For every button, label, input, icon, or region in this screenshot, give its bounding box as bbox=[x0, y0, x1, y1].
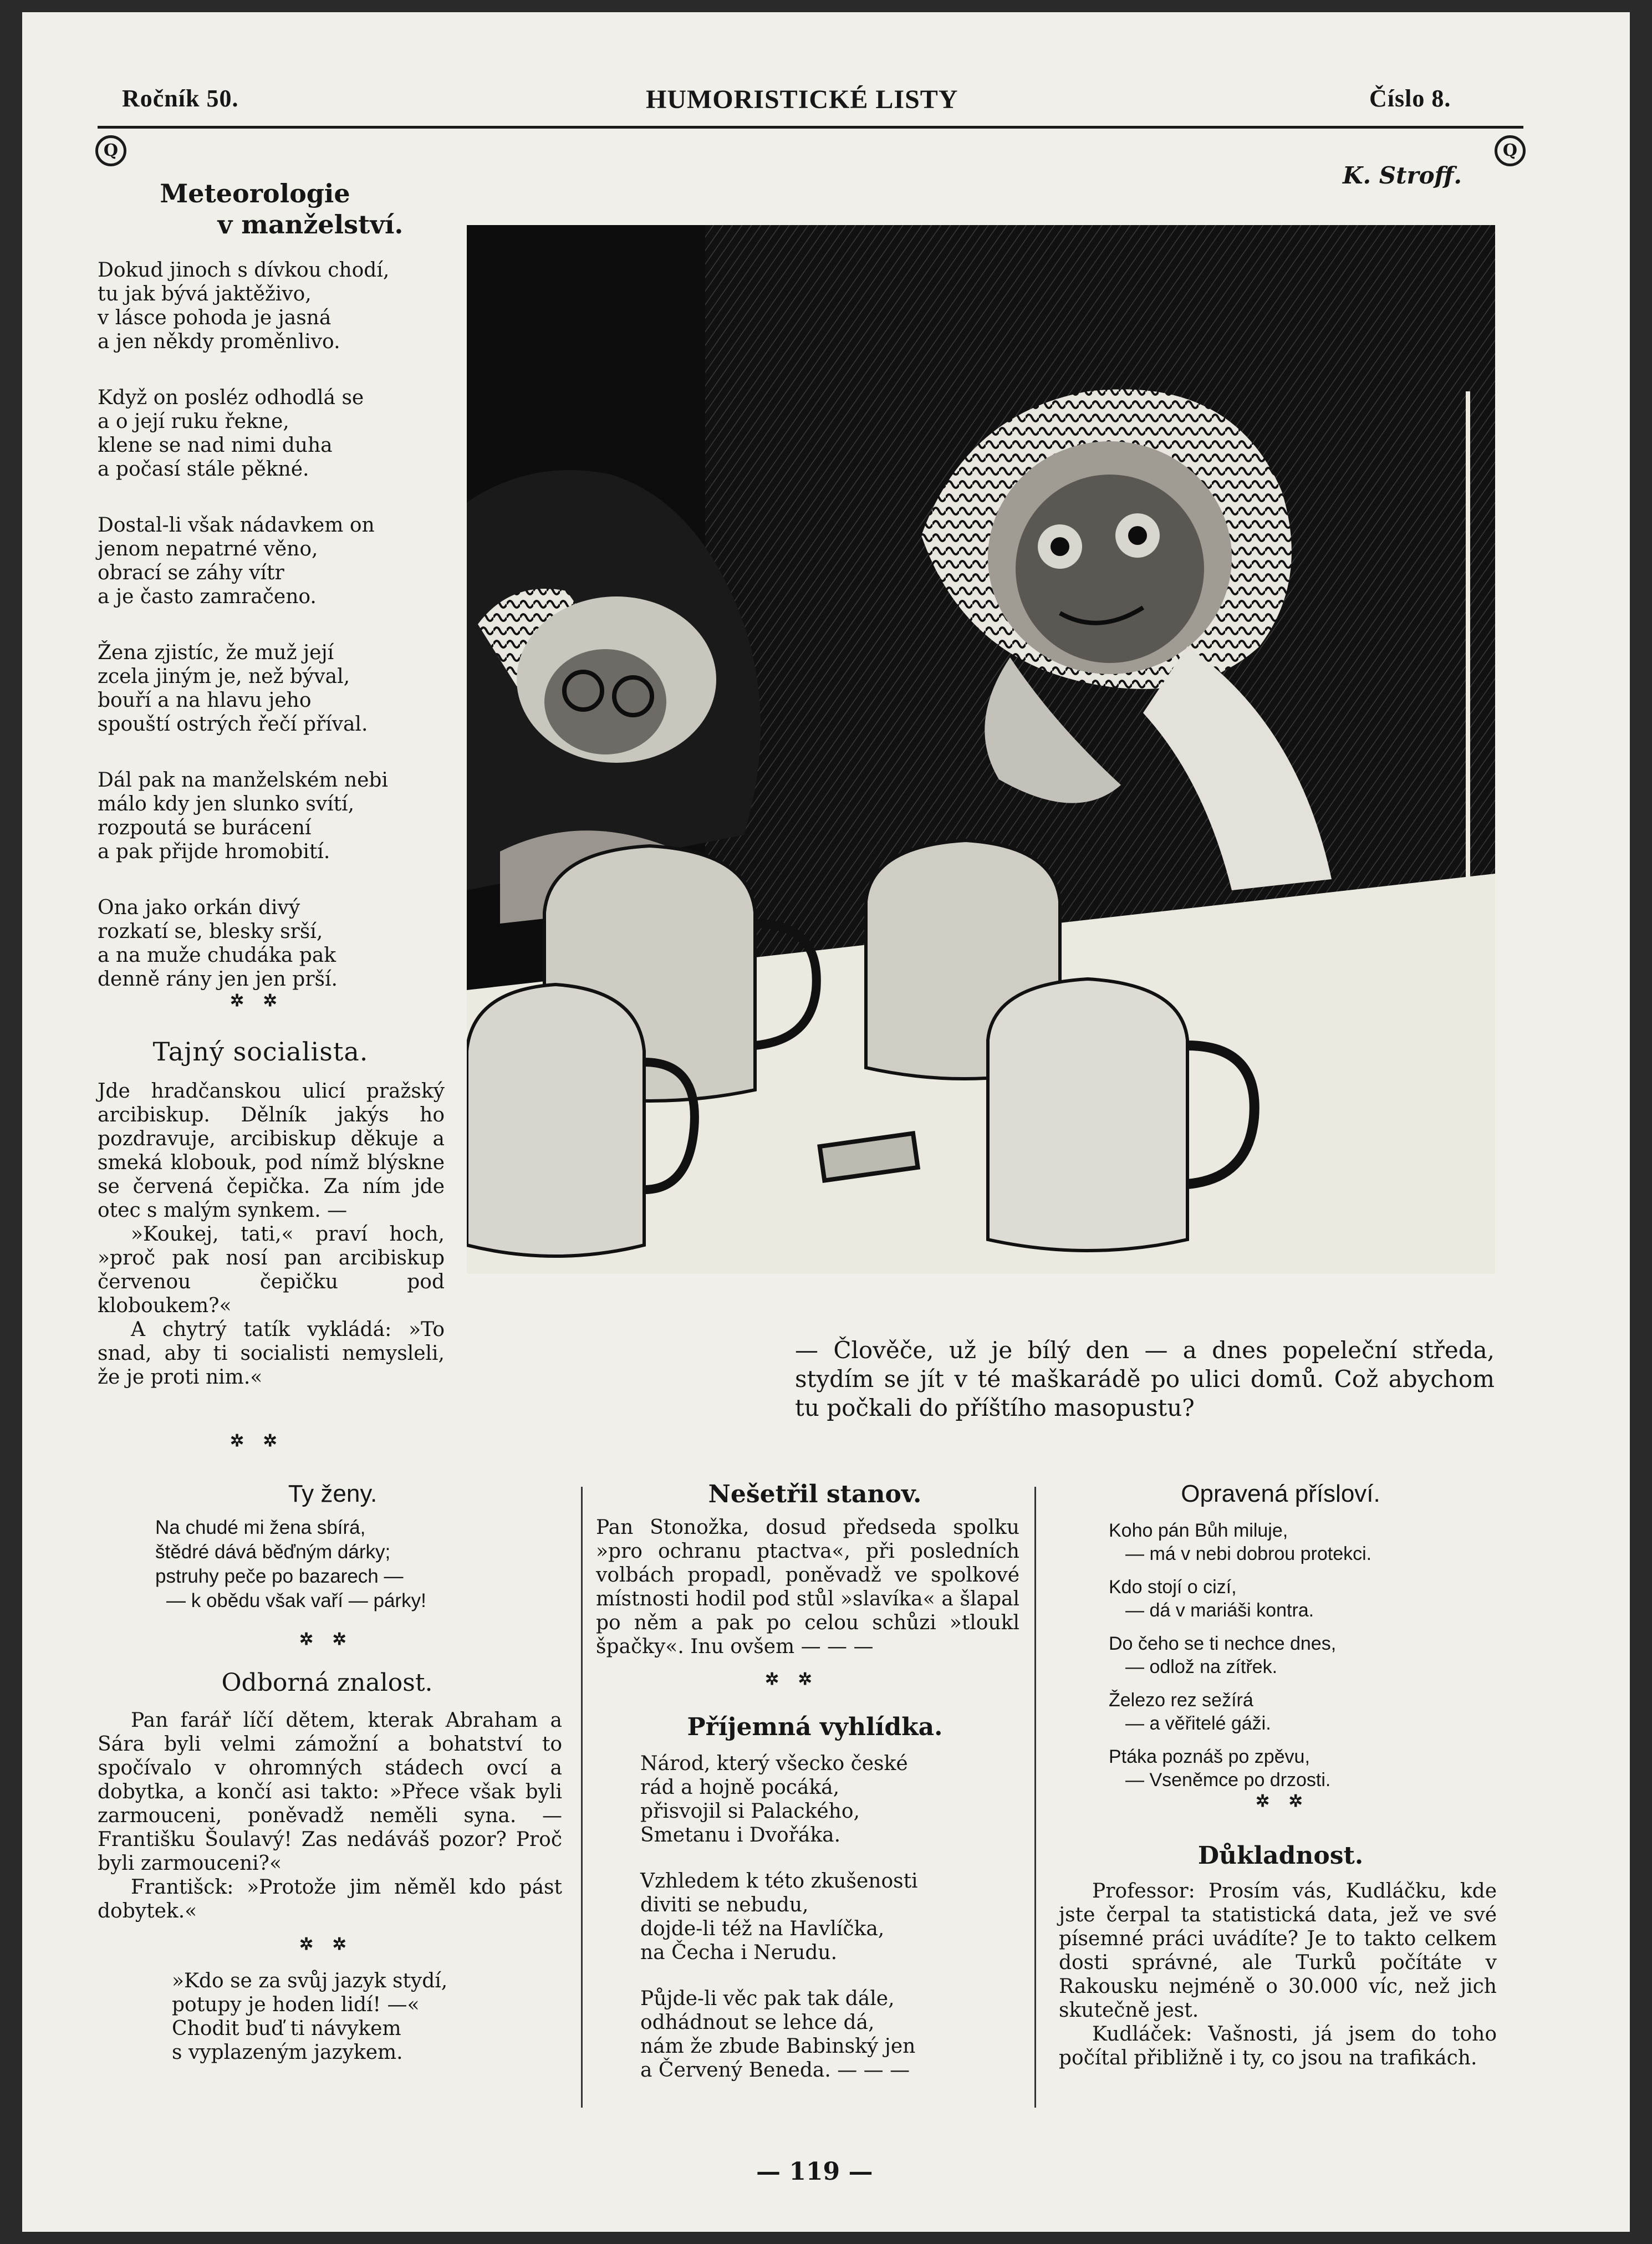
poem-zeny bbox=[133, 1516, 554, 1613]
poem-vyhlidka bbox=[640, 1752, 1028, 2104]
verse-line: dojde-li též na Havlíčka, bbox=[640, 1917, 885, 1940]
verse-line: pstruhy peče po bazarech — bbox=[155, 1565, 404, 1587]
poem-title-meteorologie: Meteorologie bbox=[160, 178, 350, 208]
verse-line: Vzhledem k této zkušenosti bbox=[640, 1870, 918, 1893]
verse-line: Smetanu i Dvořáka. bbox=[640, 1824, 841, 1847]
verse-line: bouří a na hlavu jeho bbox=[98, 689, 312, 712]
verse-line: a pak přijde hromobití. bbox=[98, 840, 330, 863]
verse-line: »Kdo se za svůj jazyk stydí, bbox=[172, 1970, 448, 1992]
proverb-line: Do čeho se ti nechce dnes, bbox=[1109, 1633, 1337, 1654]
paragraph: Jde hradčanskou ulicí pražský arcibiskup. Dělník jakýs ho pozdravuje, arcibiskup děkuje a smeká klobouk, pod nímž blýskne se červená čepička. Za ním jde otec s malým synkem. — bbox=[98, 1080, 445, 1222]
section-separator: ✲ ✲ bbox=[230, 991, 284, 1011]
stanza bbox=[98, 641, 452, 736]
verse-line: rád a hojně pocáká, bbox=[640, 1776, 840, 1799]
proverb-line: — odlož na zítřek. bbox=[1125, 1656, 1278, 1677]
verse-line: Když on posléz odhodlá se bbox=[98, 386, 364, 409]
proverb-line: — a věřitelé gáži. bbox=[1125, 1713, 1271, 1734]
proverb-line: — Vseněmce po drzosti. bbox=[1125, 1769, 1331, 1791]
verse-line: nám že zbude Babinský jen bbox=[640, 2035, 916, 2058]
article-title-znalost: Odborná znalost. bbox=[221, 1669, 433, 1697]
verse-line: rozpoutá se burácení bbox=[98, 817, 312, 839]
proverb bbox=[1109, 1519, 1508, 1565]
stanza bbox=[98, 513, 452, 609]
article-title-dukladnost: Důkladnost. bbox=[1197, 1842, 1364, 1870]
verse-line: na Čecha i Nerudu. bbox=[640, 1941, 838, 1964]
paragraph: Františck: »Protože jim něměl kdo pást dobytek.« bbox=[98, 1876, 562, 1922]
verse-line: Půjde-li věc pak tak dále, bbox=[640, 1987, 895, 2010]
newspaper-page bbox=[22, 12, 1630, 2232]
ornament-seal-left bbox=[95, 135, 126, 166]
stanza bbox=[98, 896, 452, 991]
verse-line: a je často zamračeno. bbox=[98, 585, 317, 608]
verse-line: štědré dává běďným dárky; bbox=[155, 1541, 391, 1563]
verse-line: spouští ostrých řečí příval. bbox=[98, 713, 368, 736]
paragraph: Professor: Prosím vás, Kudláčku, kde jste čerpal ta statistická data, jež ve své písemné práci uvádíte? Je to takto celkem dosti správné, ale Turků počítáte v Rakousku nejméně o 30.000 víc, než jich skutečně jest. bbox=[1059, 1880, 1497, 2022]
article-socialista bbox=[98, 1079, 445, 1389]
illustration bbox=[467, 225, 1495, 1274]
article-znalost bbox=[98, 1708, 562, 1923]
verse-line: Dokud jinoch s dívkou chodí, bbox=[98, 259, 390, 282]
proverb bbox=[1109, 1745, 1508, 1792]
verse-line: Chodit buď ti návykem bbox=[172, 2017, 401, 2040]
verse-line: zcela jiným je, než býval, bbox=[98, 665, 350, 688]
stanza bbox=[98, 768, 452, 864]
poem-subtitle: v manželství. bbox=[217, 210, 404, 239]
seal-letter: Q bbox=[1502, 141, 1518, 160]
proverb-line: Kdo stojí o cizí, bbox=[1109, 1577, 1237, 1598]
section-separator: ✲ ✲ bbox=[765, 1670, 819, 1689]
section-separator: ✲ ✲ bbox=[1256, 1792, 1309, 1811]
verse-line: potupy je hoden lidí! —« bbox=[172, 1993, 420, 2016]
verse-line: diviti se nebudu, bbox=[640, 1894, 809, 1916]
verse-line: rozkatí se, blesky srší, bbox=[98, 920, 323, 943]
verse-line: klene se nad nimi duha bbox=[98, 434, 333, 457]
paragraph: A chytrý tatík vykládá: »To snad, aby ti socialisti nemysleli, že je proti nim.« bbox=[98, 1318, 445, 1389]
paragraph: »Koukej, tati,« praví hoch, »proč pak nosí pan arcibiskup červenou čepičku pod kloboukem?« bbox=[98, 1223, 445, 1317]
verse-line: jenom nepatrné věno, bbox=[98, 538, 318, 560]
verse-line: odhádnout se lehce dá, bbox=[640, 2011, 875, 2034]
verse-line: málo kdy jen slunko svítí, bbox=[98, 793, 355, 815]
stanza bbox=[640, 1752, 1028, 1847]
illustration-caption: — Člověče, už je bílý den — a dnes popeleční středa, stydím se jít v té maškarádě po ulici domů. Což abychom tu počkali do příštího masopustu? bbox=[795, 1337, 1495, 1421]
list-prislovi bbox=[1109, 1519, 1508, 1802]
article-dukladnost bbox=[1059, 1879, 1497, 2070]
proverb bbox=[1109, 1689, 1508, 1735]
verse-line: a jen někdy proměnlivo. bbox=[98, 330, 340, 353]
verse-line: — k obědu však vaří — párky! bbox=[166, 1590, 426, 1611]
proverb-line: Koho pán Bůh miluje, bbox=[1109, 1520, 1288, 1541]
proverb bbox=[1109, 1575, 1508, 1622]
poem-title-zeny: Ty ženy. bbox=[288, 1480, 378, 1507]
page-number: — 119 — bbox=[756, 2158, 873, 2186]
masked-revelers-illustration bbox=[467, 225, 1495, 1274]
article-title-socialista: Tajný socialista. bbox=[152, 1037, 369, 1067]
verse-line: tu jak bývá jaktěživo, bbox=[98, 283, 312, 305]
header-rule bbox=[98, 126, 1523, 129]
proverb-line: — má v nebi dobrou protekci. bbox=[1125, 1543, 1372, 1564]
stanza bbox=[98, 258, 452, 354]
issue-label: Číslo 8. bbox=[1369, 85, 1451, 112]
section-separator: ✲ ✲ bbox=[299, 1935, 353, 1954]
verse-line: Na chudé mi žena sbírá, bbox=[155, 1517, 366, 1538]
proverb-line: Ptáka poznáš po zpěvu, bbox=[1109, 1746, 1310, 1767]
paragraph: Kudláček: Vašnosti, já jsem do toho počítal přibližně i ty, co jsou na trafikách. bbox=[1059, 2023, 1497, 2069]
article-nesetril: Pan Stonožka, dosud předseda spolku »pro ochranu ptactva«, při posledních volbách propadl, poněvadž ve spolkové místnosti hodil pod stůl »slavíka« a šlapal po něm a pak po celou schůzi »tloukl špačky«. Inu ovšem — — — bbox=[596, 1516, 1019, 1658]
proverb-line: Železo rez sežírá bbox=[1109, 1690, 1253, 1711]
verse-line: denně rány jen jen prší. bbox=[98, 968, 338, 991]
verse-line: a počasí stále pěkné. bbox=[98, 458, 309, 481]
ornament-seal-right bbox=[1495, 135, 1526, 166]
article-title-nesetril: Nešetřil stanov. bbox=[708, 1480, 922, 1508]
verse-line: s vyplazeným jazykem. bbox=[172, 2041, 403, 2064]
paragraph: Pan farář líčí dětem, kterak Abraham a Sára byli velmi zámožní a bohatství to spočívalo v ohromných stádech ovcí a dobytka, a končí asi takto: »Přece však byli zarmouceni, poněvadž neměli syna. — Františku Šoulavý! Zas nedáváš pozor? Proč byli zarmouceni?« bbox=[98, 1709, 562, 1875]
proverb-line: — dá v mariáši kontra. bbox=[1125, 1600, 1314, 1621]
stanza bbox=[98, 386, 452, 481]
poem-title-vyhlidka: Příjemná vyhlídka. bbox=[687, 1713, 943, 1741]
verse-line: a o její ruku řekne, bbox=[98, 410, 289, 433]
column-divider bbox=[1034, 1487, 1036, 2108]
seal-letter: Q bbox=[103, 141, 119, 160]
illustration-signature: K. Stroff. bbox=[1343, 162, 1462, 189]
verse-line: Žena zjistíc, že muž její bbox=[98, 641, 334, 664]
stanza bbox=[640, 1869, 1028, 1965]
verse-line: přisvojil si Palackého, bbox=[640, 1800, 860, 1823]
verse-line: a na muže chudáka pak bbox=[98, 944, 336, 967]
section-separator: ✲ ✲ bbox=[299, 1630, 353, 1649]
volume-label: Ročník 50. bbox=[122, 85, 239, 112]
section-separator: ✲ ✲ bbox=[230, 1431, 284, 1451]
masthead-title: HUMORISTICKÉ LISTY bbox=[646, 85, 958, 114]
verse-line: Ona jako orkán divý bbox=[98, 896, 300, 919]
verse-line: Dostal-li však nádavkem on bbox=[98, 514, 375, 537]
list-title-prislovi: Opravená přísloví. bbox=[1181, 1480, 1380, 1507]
verse-line: v lásce pohoda je jasná bbox=[98, 307, 332, 329]
column-divider bbox=[581, 1487, 583, 2108]
poem-jazyk bbox=[172, 1969, 549, 2064]
verse-line: Dál pak na manželském nebi bbox=[98, 769, 388, 792]
proverb bbox=[1109, 1632, 1508, 1679]
stanza bbox=[640, 1987, 1028, 2082]
verse-line: obrací se záhy vítr bbox=[98, 562, 284, 584]
verse-line: a Červený Beneda. — — — bbox=[640, 2059, 910, 2082]
poem-meteorologie bbox=[98, 258, 452, 1023]
verse-line: Národ, který všecko české bbox=[640, 1752, 908, 1775]
